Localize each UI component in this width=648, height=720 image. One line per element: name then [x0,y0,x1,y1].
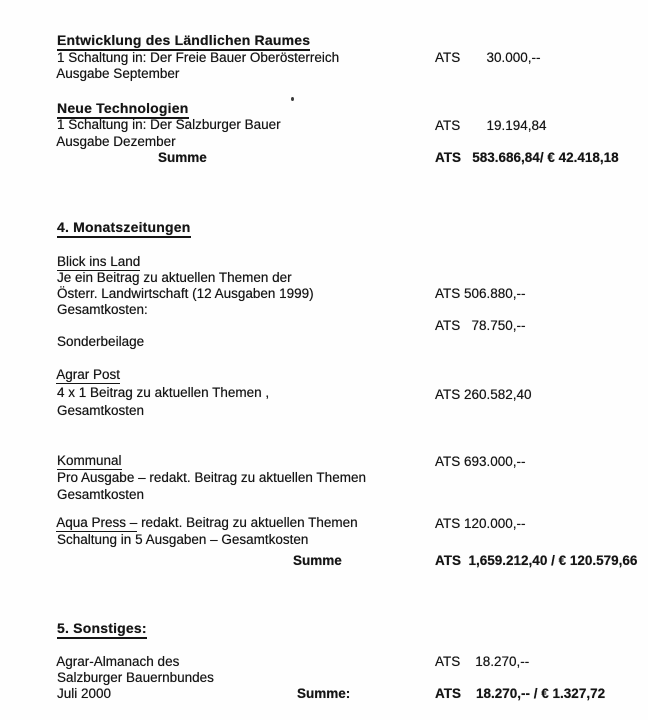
neue-technologien-line2-row [42,118,648,149]
amount-blick-ins-land: ATS 506.880,-- [435,286,526,301]
kommunal-cost-row [42,454,648,485]
line-text: Ausgabe Dezember [56,134,176,149]
sonderbeilage-row [42,318,648,349]
line-text: Ausgabe September [56,66,180,81]
agrar-post-title [42,351,648,382]
blick-ins-land-cost-row [42,286,648,317]
amount-neue-technologien: ATS 19.194,84 [435,118,547,133]
line-text: Österr. Landwirtschaft (12 Ausgaben 1999) [57,286,314,301]
amount-entwicklung: ATS 30.000,-- [435,50,541,65]
line-text: Schaltung in 5 Ausgaben – Gesamtkosten [57,532,309,547]
aqua-press-cost-row [42,516,648,547]
summe-top-amount: ATS 583.686,84/ € 42.418,18 [435,150,619,165]
summe-top-label: Summe [158,150,207,165]
line-text: Salzburger Bauernbundes [57,670,214,685]
amount-sonstiges: ATS 18.270,-- [435,654,530,669]
heading-monatszeitungen [42,203,648,235]
summe-sonstiges-amount: ATS 18.270,-- / € 1.327,72 [435,686,606,701]
subheading-text: Blick ins Land [57,254,141,269]
blick-ins-land-desc1 [42,254,648,285]
heading-monatszeitungen-text: 4. Monatszeitungen [57,219,191,238]
summe-monatszeitungen-label: Summe [293,553,342,568]
line-text: Gesamtkosten [57,487,145,502]
line-text: Gesamtkosten: [57,302,148,317]
heading-neue-technologien-text: Neue Technologien [57,100,189,119]
line-text: Gesamtkosten [57,403,145,418]
entwicklung-line2-row [42,50,648,81]
line-text: Je ein Beitrag zu aktuellen Themen der [57,270,292,285]
amount-sonderbeilage: ATS 78.750,-- [435,318,526,333]
blick-ins-land-title [42,238,648,269]
line-text: redakt. Beitrag zu aktuellen Themen [137,515,358,530]
line-text: Juli 2000 [57,686,112,701]
summe-top-row [42,150,648,167]
sonstiges-line2-row [42,654,648,685]
summe-sonstiges-label: Summe: [297,686,351,701]
heading-sonstiges [42,604,648,636]
amount-aqua-press: ATS 120.000,-- [435,516,526,531]
heading-neue-technologien [42,84,648,116]
subheading-text: Agrar Post [56,367,121,382]
kommunal-desc2 [42,471,648,502]
subheading-text: Aqua Press – [56,515,138,530]
line-text: 1 Schaltung in: Der Salzburger Bauer [57,117,281,132]
amount-agrar-post: ATS 260.582,40 [435,387,532,402]
heading-entwicklung-text: Entwicklung des Ländlichen Raumes [57,32,310,51]
scan-artifact-dot [291,97,294,101]
line-text: Sonderbeilage [57,334,145,349]
amount-kommunal: ATS 693.000,-- [435,454,526,469]
line-text: Agrar-Almanach des [56,654,180,669]
summe-sonstiges-row [42,686,648,703]
summe-monatszeitungen-amount: ATS 1,659.212,40 / € 120.579,66 [435,553,638,568]
agrar-post-cost-row [42,387,648,418]
summe-monatszeitungen-row [42,553,648,570]
heading-sonstiges-text: 5. Sonstiges: [57,620,147,639]
line-text: Pro Ausgabe – redakt. Beitrag zu aktuellen Themen [57,470,366,485]
subheading-text: Kommunal [57,453,122,468]
heading-entwicklung [42,16,648,48]
line-text: 4 x 1 Beitrag zu aktuellen Themen , [57,385,270,400]
line-text: 1 Schaltung in: Der Freie Bauer Oberösterreich [57,50,340,65]
